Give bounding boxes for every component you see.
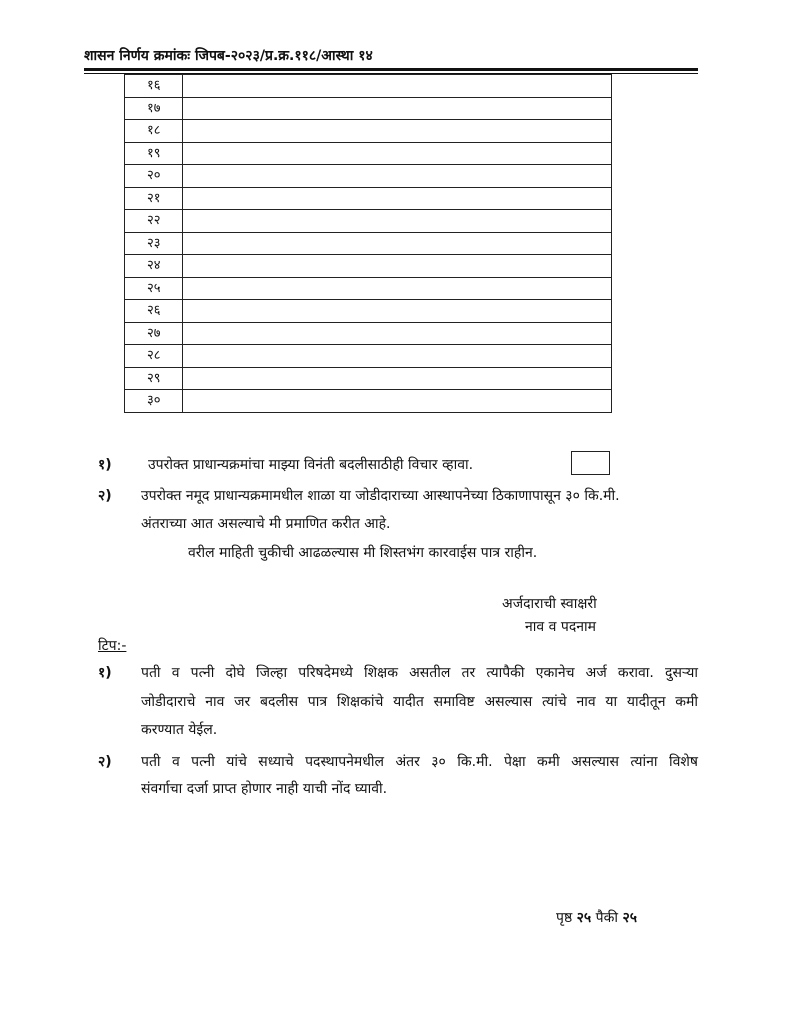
note-2-marker: २): [98, 754, 112, 770]
page-current: २५: [576, 910, 592, 926]
row-value: [183, 300, 612, 323]
row-number: २५: [125, 277, 183, 300]
declaration-1-marker: १): [98, 457, 112, 473]
row-value: [183, 75, 612, 98]
row-value: [183, 142, 612, 165]
table-row: [125, 75, 612, 98]
signature-label: अर्जदाराची स्वाक्षरी: [502, 596, 597, 612]
declaration-2-line1: उपरोक्त नमूद प्राधान्यक्रमामधील शाळा या जोडीदाराच्या आस्थापनेच्या ठिकाणापासून ३० कि.मी.: [141, 488, 620, 504]
header-rule-thick: [84, 68, 698, 71]
row-number: ३०: [125, 390, 183, 413]
row-value: [183, 255, 612, 278]
note-1-line2: जोडीदाराचे नाव जर बदलीस पात्र शिक्षकांचे यादीत समाविष्ट असल्यास त्यांचे नाव या यादीतून कमी: [141, 694, 698, 710]
note-1-line1: पती व पत्नी दोघे जिल्हा परिषदेमध्ये शिक्षक असतील तर त्यापैकी एकानेच अर्ज करावा. दुसऱ्या: [141, 665, 698, 681]
table-row: [125, 277, 612, 300]
note-1-line3: करण्यात येईल.: [141, 722, 218, 738]
row-value: [183, 345, 612, 368]
table-row: [125, 165, 612, 188]
row-value: [183, 187, 612, 210]
row-value: [183, 97, 612, 120]
row-number: २९: [125, 367, 183, 390]
note-2-line2: संवर्गाचा दर्जा प्राप्त होणार नाही याची नोंद घ्यावी.: [141, 781, 388, 797]
name-designation-label: नाव व पदनाम: [525, 619, 597, 635]
row-value: [183, 367, 612, 390]
header-title: शासन निर्णय क्रमांकः जिपब-२०२३/प्र.क्र.११८/आस्था १४: [84, 48, 373, 64]
row-number: २१: [125, 187, 183, 210]
table-row: [125, 120, 612, 143]
row-number: २२: [125, 210, 183, 233]
table-row: [125, 300, 612, 323]
table-row: [125, 390, 612, 413]
row-number: १६: [125, 75, 183, 98]
row-value: [183, 165, 612, 188]
row-value: [183, 120, 612, 143]
table-row: [125, 142, 612, 165]
declaration-2-line2: अंतराच्या आत असल्याचे मी प्रमाणित करीत आहे.: [141, 516, 391, 532]
row-number: २६: [125, 300, 183, 323]
declaration-1-text: उपरोक्त प्राधान्यक्रमांचा माझ्या विनंती बदलीसाठीही विचार व्हावा.: [148, 457, 474, 473]
row-value: [183, 322, 612, 345]
row-number: २०: [125, 165, 183, 188]
row-number: १९: [125, 142, 183, 165]
row-value: [183, 232, 612, 255]
table-row: [125, 232, 612, 255]
row-number: २४: [125, 255, 183, 278]
declaration-checkbox[interactable]: [571, 451, 610, 475]
page-prefix: पृष्ठ: [556, 910, 573, 926]
notes-heading: टिप:-: [98, 638, 127, 654]
table-row: [125, 367, 612, 390]
page-total: २५: [622, 910, 638, 926]
table-row: [125, 255, 612, 278]
row-number: २७: [125, 322, 183, 345]
row-number: १७: [125, 97, 183, 120]
row-number: १८: [125, 120, 183, 143]
preference-table: [124, 74, 612, 413]
table-row: [125, 322, 612, 345]
row-value: [183, 390, 612, 413]
declaration-2-marker: २): [98, 488, 112, 504]
page-middle: पैकी: [595, 910, 619, 926]
row-value: [183, 210, 612, 233]
note-2-line1: पती व पत्नी यांचे सध्याचे पदस्थापनेमधील अंतर ३० कि.मी. पेक्षा कमी असल्यास त्यांना विशेष: [141, 754, 698, 770]
page-number: [556, 908, 637, 927]
table-row: [125, 97, 612, 120]
row-value: [183, 277, 612, 300]
row-number: २३: [125, 232, 183, 255]
table-row: [125, 210, 612, 233]
disciplinary-statement: वरील माहिती चुकीची आढळल्यास मी शिस्तभंग कारवाईस पात्र राहीन.: [188, 545, 538, 561]
table-row: [125, 345, 612, 368]
row-number: २८: [125, 345, 183, 368]
table-row: [125, 187, 612, 210]
note-1-marker: १): [98, 665, 112, 681]
